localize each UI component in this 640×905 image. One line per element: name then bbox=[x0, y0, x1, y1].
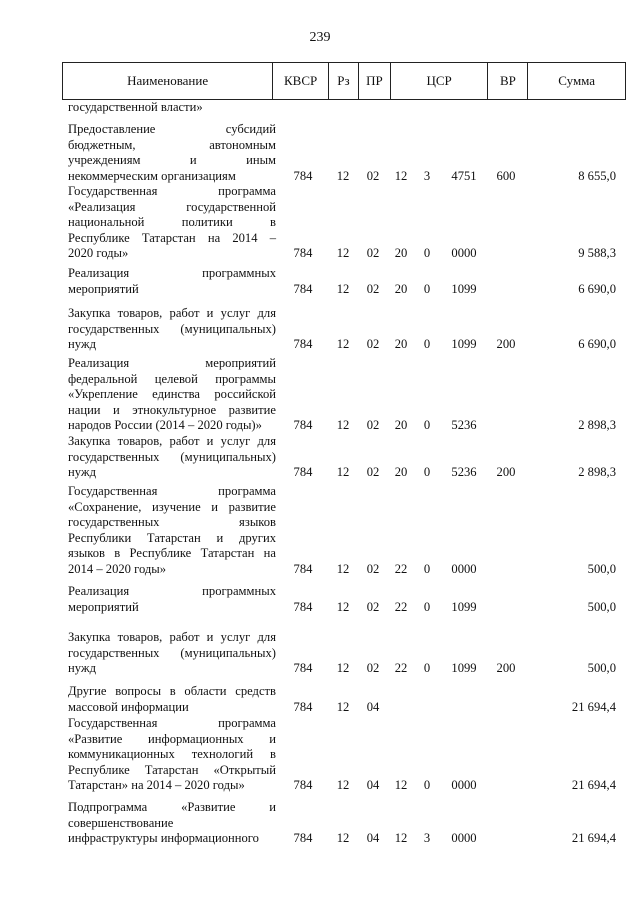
row-name-line: «Укрепление единства российской bbox=[68, 387, 276, 401]
row-name-line: Закупка товаров, работ и услуг для bbox=[68, 434, 276, 448]
cell-csr2: 3 bbox=[423, 168, 431, 183]
cell-pr: 02 bbox=[366, 281, 380, 296]
row-name-line: учреждениям и иным bbox=[68, 153, 276, 167]
row-name-line: нации и этнокультурное развитие bbox=[68, 402, 276, 417]
cell-sum: 21 694,4 bbox=[571, 831, 616, 845]
cell-kvsr: 784 bbox=[293, 831, 313, 845]
table-header bbox=[62, 62, 626, 100]
cell-rz: 12 bbox=[336, 418, 350, 432]
cell-kvsr: 784 bbox=[293, 281, 313, 296]
cell-csr2: 0 bbox=[423, 337, 431, 351]
cell-sum: 2 898,3 bbox=[578, 465, 616, 479]
row-name-line: государственных (муниципальных) bbox=[68, 321, 276, 336]
row-name-line: «Развитие информационных и bbox=[68, 731, 276, 746]
cell-csr1: 12 bbox=[394, 831, 408, 845]
cell-pr: 04 bbox=[366, 831, 380, 845]
cell-sum: 500,0 bbox=[587, 561, 616, 576]
row-name-line: инфраструктуры информационного bbox=[68, 831, 259, 845]
cell-sum: 500,0 bbox=[587, 661, 616, 675]
row-name-line: Реализация программных bbox=[68, 266, 276, 280]
row-name-line: мероприятий bbox=[68, 281, 139, 296]
cell-kvsr: 784 bbox=[293, 465, 313, 479]
cell-csr3: 1099 bbox=[451, 661, 477, 675]
cell-vr: 200 bbox=[496, 337, 516, 351]
row-name-line: Республики Татарстан и других bbox=[68, 530, 276, 545]
cell-rz: 12 bbox=[336, 561, 350, 576]
cell-csr2: 0 bbox=[423, 418, 431, 432]
cell-pr: 02 bbox=[366, 561, 380, 576]
row-name-line: 2020 годы» bbox=[68, 246, 129, 260]
row-name-line: Подпрограмма «Развитие и bbox=[68, 800, 276, 814]
cell-csr3: 1099 bbox=[451, 337, 477, 351]
cell-csr3: 1099 bbox=[451, 599, 477, 614]
header-vr: ВР bbox=[487, 63, 527, 99]
cell-kvsr: 784 bbox=[293, 599, 313, 614]
cell-sum: 6 690,0 bbox=[578, 337, 616, 351]
row-name-line: Республике Татарстан «Открытый bbox=[68, 762, 276, 777]
row-name-line: Предоставление субсидий bbox=[68, 122, 276, 136]
cell-pr: 04 bbox=[366, 778, 380, 792]
row-name-line: Государственная программа bbox=[68, 184, 276, 198]
cell-pr: 02 bbox=[366, 168, 380, 183]
row-name-line: государственных (муниципальных) bbox=[68, 645, 276, 660]
cell-kvsr: 784 bbox=[293, 699, 313, 714]
cell-csr1: 22 bbox=[394, 599, 408, 614]
header-name: Наименование bbox=[127, 73, 209, 88]
cell-csr3: 1099 bbox=[451, 281, 477, 296]
cell-pr: 02 bbox=[366, 661, 380, 675]
cell-pr: 02 bbox=[366, 246, 380, 260]
cell-csr1: 22 bbox=[394, 661, 408, 675]
cell-csr2: 0 bbox=[423, 599, 431, 614]
cell-sum: 21 694,4 bbox=[571, 778, 616, 792]
row-name-line: некоммерческим организациям bbox=[68, 168, 236, 183]
cell-vr: 600 bbox=[496, 168, 516, 183]
cell-rz: 12 bbox=[336, 778, 350, 792]
cell-pr: 02 bbox=[366, 599, 380, 614]
row-name-line: массовой информации bbox=[68, 699, 189, 714]
row-name-line: Татарстан» на 2014 – 2020 годы» bbox=[68, 778, 245, 792]
cell-csr2: 0 bbox=[423, 661, 431, 675]
row-name-line: Государственная программа bbox=[68, 716, 276, 730]
cell-csr3: 0000 bbox=[451, 246, 477, 260]
row-name-line: языков в Республике Татарстан на bbox=[68, 546, 276, 560]
cell-sum: 500,0 bbox=[587, 599, 616, 614]
cell-pr: 04 bbox=[366, 699, 380, 714]
cell-rz: 12 bbox=[336, 337, 350, 351]
cell-kvsr: 784 bbox=[293, 168, 313, 183]
cell-kvsr: 784 bbox=[293, 246, 313, 260]
cell-pr: 02 bbox=[366, 465, 380, 479]
row-name-line: мероприятий bbox=[68, 599, 139, 614]
header-rz: Рз bbox=[328, 63, 358, 99]
cell-rz: 12 bbox=[336, 281, 350, 296]
cell-rz: 12 bbox=[336, 831, 350, 845]
header-csr: ЦСР bbox=[390, 63, 488, 99]
cell-rz: 12 bbox=[336, 246, 350, 260]
row-name-line: Республике Татарстан на 2014 – bbox=[68, 230, 276, 245]
row-name-line: совершенствование bbox=[68, 815, 174, 830]
cell-sum: 9 588,3 bbox=[578, 246, 616, 260]
row-name-line: Закупка товаров, работ и услуг для bbox=[68, 306, 276, 320]
row-name-line: Другие вопросы в области средств bbox=[68, 684, 276, 698]
row-name-line: федеральной целевой программы bbox=[68, 371, 276, 386]
cell-csr2: 0 bbox=[423, 465, 431, 479]
cell-csr3: 0000 bbox=[451, 831, 477, 845]
cell-csr2: 0 bbox=[423, 778, 431, 792]
row-name-line: нужд bbox=[68, 465, 96, 479]
row-name-line: бюджетным, автономным bbox=[68, 137, 276, 152]
cell-csr3: 4751 bbox=[451, 168, 477, 183]
row-name-line: «Сохранение, изучение и развитие bbox=[68, 499, 276, 514]
cell-kvsr: 784 bbox=[293, 661, 313, 675]
page-number: 239 bbox=[309, 30, 331, 45]
cell-csr3: 0000 bbox=[451, 561, 477, 576]
row-name-line: нужд bbox=[68, 337, 96, 351]
cell-csr1: 20 bbox=[394, 246, 408, 260]
cell-csr1: 20 bbox=[394, 418, 408, 432]
header-pr: ПР bbox=[358, 63, 390, 99]
row-name-line: коммуникационных технологий в bbox=[68, 747, 276, 761]
cell-csr2: 0 bbox=[423, 246, 431, 260]
cell-csr1: 20 bbox=[394, 465, 408, 479]
header-kvsr: КВСР bbox=[272, 63, 328, 99]
cell-rz: 12 bbox=[336, 168, 350, 183]
cell-rz: 12 bbox=[336, 661, 350, 675]
row-name-line: государственных языков bbox=[68, 515, 276, 529]
continuation-text: государственной власти» bbox=[68, 100, 203, 114]
row-name-line: Реализация программных bbox=[68, 584, 276, 598]
row-name-line: «Реализация государственной bbox=[68, 199, 276, 214]
cell-kvsr: 784 bbox=[293, 418, 313, 432]
row-name-line: Государственная программа bbox=[68, 484, 276, 498]
row-name-line: народов России (2014 – 2020 годы)» bbox=[68, 418, 262, 432]
cell-kvsr: 784 bbox=[293, 561, 313, 576]
cell-sum: 21 694,4 bbox=[571, 699, 616, 714]
cell-pr: 02 bbox=[366, 418, 380, 432]
cell-csr1: 12 bbox=[394, 778, 408, 792]
cell-pr: 02 bbox=[366, 337, 380, 351]
row-name-line: 2014 – 2020 годы» bbox=[68, 561, 167, 576]
row-name-line: национальной политики в bbox=[68, 215, 276, 229]
row-name-line: государственных (муниципальных) bbox=[68, 449, 276, 464]
cell-csr2: 3 bbox=[423, 831, 431, 845]
cell-sum: 2 898,3 bbox=[578, 418, 616, 432]
cell-csr3: 5236 bbox=[451, 418, 477, 432]
cell-rz: 12 bbox=[336, 599, 350, 614]
cell-kvsr: 784 bbox=[293, 778, 313, 792]
cell-kvsr: 784 bbox=[293, 337, 313, 351]
cell-csr3: 5236 bbox=[451, 465, 477, 479]
header-sum: Сумма bbox=[527, 63, 625, 99]
cell-rz: 12 bbox=[336, 465, 350, 479]
cell-csr1: 12 bbox=[394, 168, 408, 183]
cell-sum: 6 690,0 bbox=[578, 281, 616, 296]
cell-vr: 200 bbox=[496, 661, 516, 675]
cell-vr: 200 bbox=[496, 465, 516, 479]
cell-csr1: 20 bbox=[394, 281, 408, 296]
cell-csr3: 0000 bbox=[451, 778, 477, 792]
row-name-line: Закупка товаров, работ и услуг для bbox=[68, 630, 276, 644]
cell-sum: 8 655,0 bbox=[578, 168, 616, 183]
row-name-line: нужд bbox=[68, 661, 96, 675]
cell-csr1: 22 bbox=[394, 561, 408, 576]
cell-rz: 12 bbox=[336, 699, 350, 714]
cell-csr1: 20 bbox=[394, 337, 408, 351]
row-name-line: Реализация мероприятий bbox=[68, 356, 276, 370]
cell-csr2: 0 bbox=[423, 561, 431, 576]
cell-csr2: 0 bbox=[423, 281, 431, 296]
